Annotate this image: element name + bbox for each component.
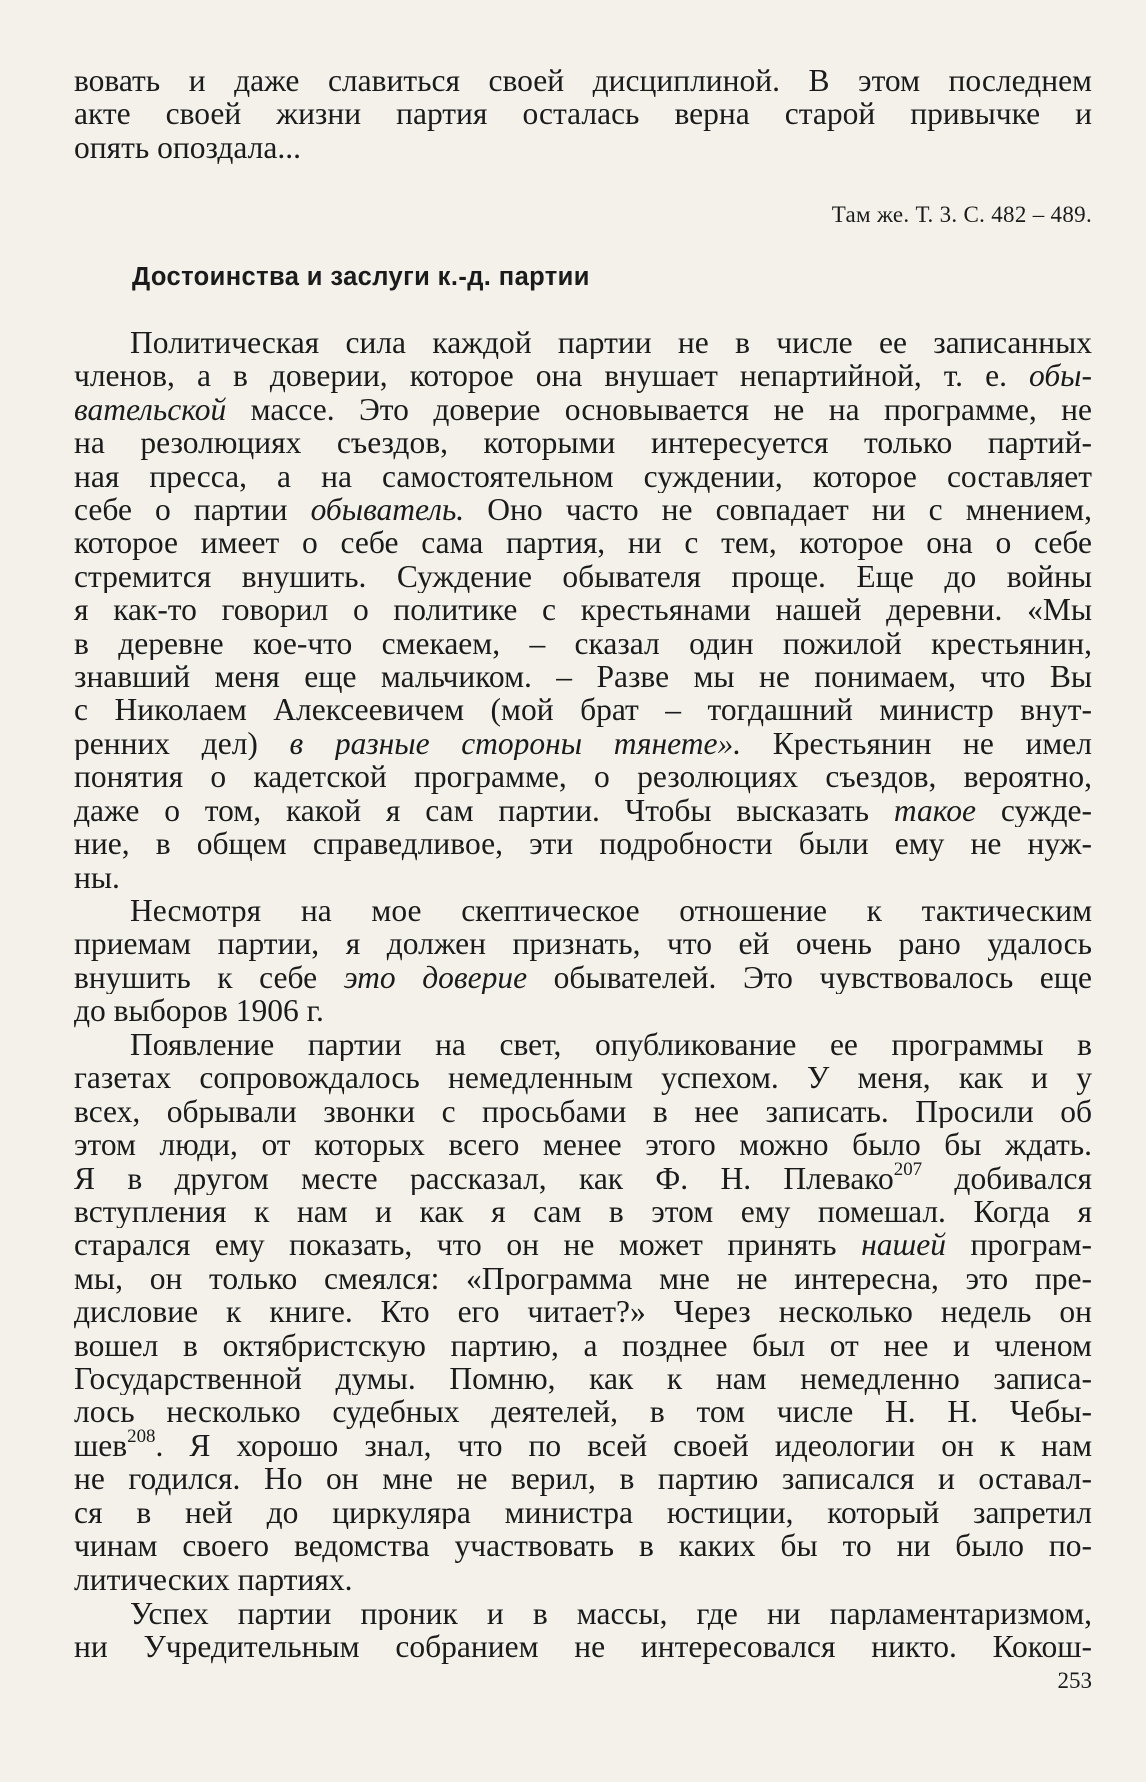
text-line: Государственной думы. Помню, как к нам немедленно записа- bbox=[74, 1362, 1092, 1396]
text-line: мы, он только смеялся: «Программа мне не интересна, это пре- bbox=[74, 1261, 1092, 1296]
text-line: в деревне кое-что смекаем, – сказал один пожилой крестьянин, bbox=[74, 626, 1092, 661]
paragraph-3 bbox=[74, 1028, 1092, 1596]
text-line: опять опоздала... bbox=[74, 130, 301, 165]
text-line: газетах сопровождалось немедленным успехом. У меня, как и у bbox=[74, 1061, 1092, 1095]
opening-paragraph bbox=[74, 64, 1092, 164]
text-line: вступления к нам и как я сам в этом ему помешал. Когда я bbox=[74, 1195, 1092, 1229]
text-line: ны. bbox=[74, 860, 120, 894]
text-line: чинам своего ведомства участвовать в каких бы то ни было по- bbox=[74, 1529, 1092, 1563]
paragraph-2 bbox=[74, 894, 1092, 1028]
text-line: которое имеет о себе сама партия, ни с тем, которое она о себе bbox=[74, 526, 1092, 560]
text-line: ная пресса, а на самостоятельном суждении, которое составляет bbox=[74, 459, 1092, 494]
text-line: акте своей жизни партия осталась верна старой привычке и bbox=[74, 97, 1092, 131]
footnote-ref: 207 bbox=[893, 1161, 923, 1180]
text-line: даже о том, какой я сам партии. Чтобы высказать такое сужде- bbox=[74, 793, 1092, 828]
section-heading: Достоинства и заслуги к.-д. партии bbox=[132, 263, 590, 291]
text-line: этом люди, от которых всего менее этого можно было бы ждать. bbox=[74, 1128, 1092, 1162]
text-line: ни Учредительным собранием не интересовался никто. Кокош- bbox=[74, 1630, 1092, 1664]
text-line: знавший меня еще мальчиком. – Разве мы не понимаем, что Вы bbox=[74, 660, 1092, 694]
text-line: внушить к себе это доверие обывателей. Это чувствовалось еще bbox=[74, 960, 1092, 995]
text-line: всех, обрывали звонки с просьбами в нее записать. Просили об bbox=[74, 1094, 1092, 1129]
text-line: литических партиях. bbox=[74, 1562, 353, 1596]
text-line: вательской массе. Это доверие основывается не на программе, не bbox=[74, 392, 1092, 427]
text-line: ренних дел) в разные стороны тянете». Крестьянин не имел bbox=[74, 726, 1092, 761]
text-line: Я в другом месте рассказал, как Ф. Н. Плевако$^{207}$ добивался bbox=[74, 1162, 1092, 1195]
text-line: дисловие к книге. Кто его читает?» Через несколько недель он bbox=[74, 1295, 1092, 1329]
page-number: 253 bbox=[1057, 1668, 1092, 1693]
text-line: вовать и даже славиться своей дисциплиной. В этом последнем bbox=[74, 64, 1092, 98]
text-line: ние, в общем справедливое, эти подробности были ему не нуж- bbox=[74, 827, 1092, 861]
text-line: с Николаем Алексеевичем (мой брат – тогдашний министр внут- bbox=[74, 693, 1092, 727]
paragraph-4 bbox=[74, 1597, 1092, 1664]
text-line: членов, а в доверии, которое она внушает непартийной, т. е. обы- bbox=[74, 359, 1092, 393]
text-line: ся в ней до циркуляра министра юстиции, который запретил bbox=[74, 1495, 1092, 1530]
text-line: на резолюциях съездов, которыми интересуется только партий- bbox=[74, 426, 1092, 460]
text-line: стремится внушить. Суждение обывателя проще. Еще до войны bbox=[74, 559, 1092, 594]
source-citation: Там же. Т. 3. С. 482 – 489. bbox=[831, 202, 1092, 227]
text-line: лось несколько судебных деятелей, в том числе Н. Н. Чебы- bbox=[74, 1395, 1092, 1429]
text-line: понятия о кадетской программе, о резолюциях съездов, вероятно, bbox=[74, 760, 1092, 794]
footnote-ref: 208 bbox=[127, 1428, 156, 1447]
text-line: приемам партии, я должен признать, что ей очень рано удалось bbox=[74, 927, 1092, 961]
text-line: не годился. Но он мне не верил, в партию записался и оставал- bbox=[74, 1462, 1092, 1496]
text-line: Несмотря на мое скептическое отношение к тактическим bbox=[130, 894, 1092, 928]
text-line: Успех партии проник и в массы, где ни парламентаризмом, bbox=[130, 1597, 1092, 1631]
text-line: Политическая сила каждой партии не в числе ее записанных bbox=[130, 326, 1092, 360]
paragraph-1 bbox=[74, 326, 1092, 894]
text-line: шев$^{208}$. Я хорошо знал, что по всей своей идеологии он к нам bbox=[74, 1429, 1092, 1462]
text-line: вошел в октябристскую партию, а позднее был от нее и членом bbox=[74, 1328, 1092, 1363]
text-line: Появление партии на свет, опубликование ее программы в bbox=[130, 1028, 1092, 1062]
text-line: себе о партии обыватель. Оно часто не совпадает ни с мнением, bbox=[74, 493, 1092, 527]
text-line: до выборов 1906 г. bbox=[74, 994, 324, 1028]
text-line: я как-то говорил о политике с крестьянами нашей деревни. «Мы bbox=[74, 593, 1092, 627]
book-page bbox=[74, 64, 1092, 1744]
text-line: старался ему показать, что он не может принять нашей програм- bbox=[74, 1228, 1092, 1262]
